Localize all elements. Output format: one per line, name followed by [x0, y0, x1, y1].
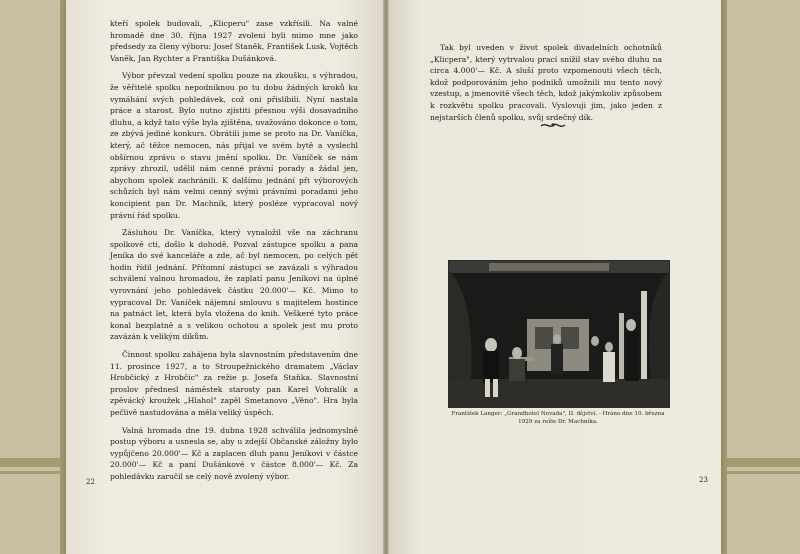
paragraph: Výbor převzal vedení spolku pouze na zkoušku, s výhradou, že věřitelé spolku nepodniknou po tu dobu žádných kroků ku vymáhání svých pohledávek, což oni přislíbili. Nyní nastala práce a starost. Bylo nutno zjistiti přesnou výši dosavadního dluhu, a když tato výše byla zjištěna, uvažováno dokonce o tom, ze zbývá jediné konkurs. Obrátili jsme se proto na Dr. Vaníčka, který, ač těžce nemocen, nás přijal ve svém bytě a vyslechl obšírnou zprávu o stavu jmění spolku. Dr. Vaníček se nám zprávy zhrozil, udělil nám cenné právní porady a žádal jen, abychom spolek zachránili. K dalšímu jednání při výborových schůzích byl nám velmi cenný svými právními poradami jeho koncipient pan Dr. Machník, který posléze vypracoval nový právní řád spolku.: [110, 71, 358, 220]
right-page-text: [430, 42, 662, 123]
page-number-left: 22: [86, 478, 95, 486]
table-line: [720, 0, 727, 554]
photo-caption: František Langer: „Grandhotel Nevada", II. dějství. - Hráno dne 10. března 1929 za režie Dr. Machníka.: [451, 411, 665, 425]
ornament-icon: [540, 121, 566, 130]
paragraph: Valná hromada dne 19. dubna 1928 schválila jednomyslně postup výboru a usnesla se, aby u zdejší Občanské záložny bylo vypůjčeno 20.000'— Kč a zaplacen dluh panu Jeníkovi v částce 20.000'— Kč a paní Dušánkové v částce 8.000'— Kč. Za pohledávku zaručil se celý nově zvolený výbor.: [110, 425, 358, 481]
paragraph: kteří spolek budovali, „Klicperu" zase vzkřísili. Na valné hromadě dne 30. října 1927 zvoleni byli mimo mne jako předsedy za členy výboru: Josef Staněk, František Lusk, Vojtěch Vaněk, Jan Rychter a Františka Dušánková.: [110, 19, 358, 63]
paragraph: Činnost spolku zahájena byla slavnostním představením dne 11. prosince 1927, a to Stroupežnického dramatem „Václav Hrobčický z Hrobčic" za režie p. Josefa Staňka. Slavnostní proslov přednesl náměstek starosty pan Karel Vohralík a zpěvácký kroužek „Hlahol" zapěl Smetanovo „Věno". Hra byla pečlivě nastudována a měla veliký úspěch.: [110, 350, 358, 417]
paragraph: Zásluhou Dr. Vaníčka, který vynaložil vše na záchranu spolkové cti, došlo k dohodě. Pozval zástupce spolku a pana Jeníka do své kanceláře a zde, ač byl nemocen, po celých pět hodin řídil jednání. Přítomní zástupci se zavázali s výhradou schválení valnou hromadou, že zaplatí panu Jeníkovi na úplné vyrovnání jeho pohledávek částku 20.000'— Kč. Mimo to vypracoval Dr. Vaníček nájemní smlouvu s majitelem hostince na patnáct let, která byla vložena do knih. Veškeré tyto práce konal bezplatně a s velikou ochotou a spolek jest mu proto zavázán k velikým díkům.: [110, 228, 358, 342]
book-gutter: [383, 0, 389, 554]
stage-photograph: [449, 261, 669, 407]
paragraph: Tak byl uveden v život spolek divadelních ochotníků „Klicpera", který vytrvalou prací snížil stav svého dluhu na circa 4.000'— Kč. A sluší proto vzpomenouti všech těch, kdož podporováním jeho podniků umožnili mu tento nový vzestup, a jmenovitě všech těch, kdož jakýmkoliv způsobem k rozkvětu spolku pracovali. Vyslovuji jim, jako jeden z nejstarších členů spolku, svůj srdečný dík.: [430, 43, 662, 122]
left-page-text: [110, 18, 358, 489]
page-number-right: 23: [699, 476, 708, 484]
theatre-photo: [448, 260, 670, 408]
